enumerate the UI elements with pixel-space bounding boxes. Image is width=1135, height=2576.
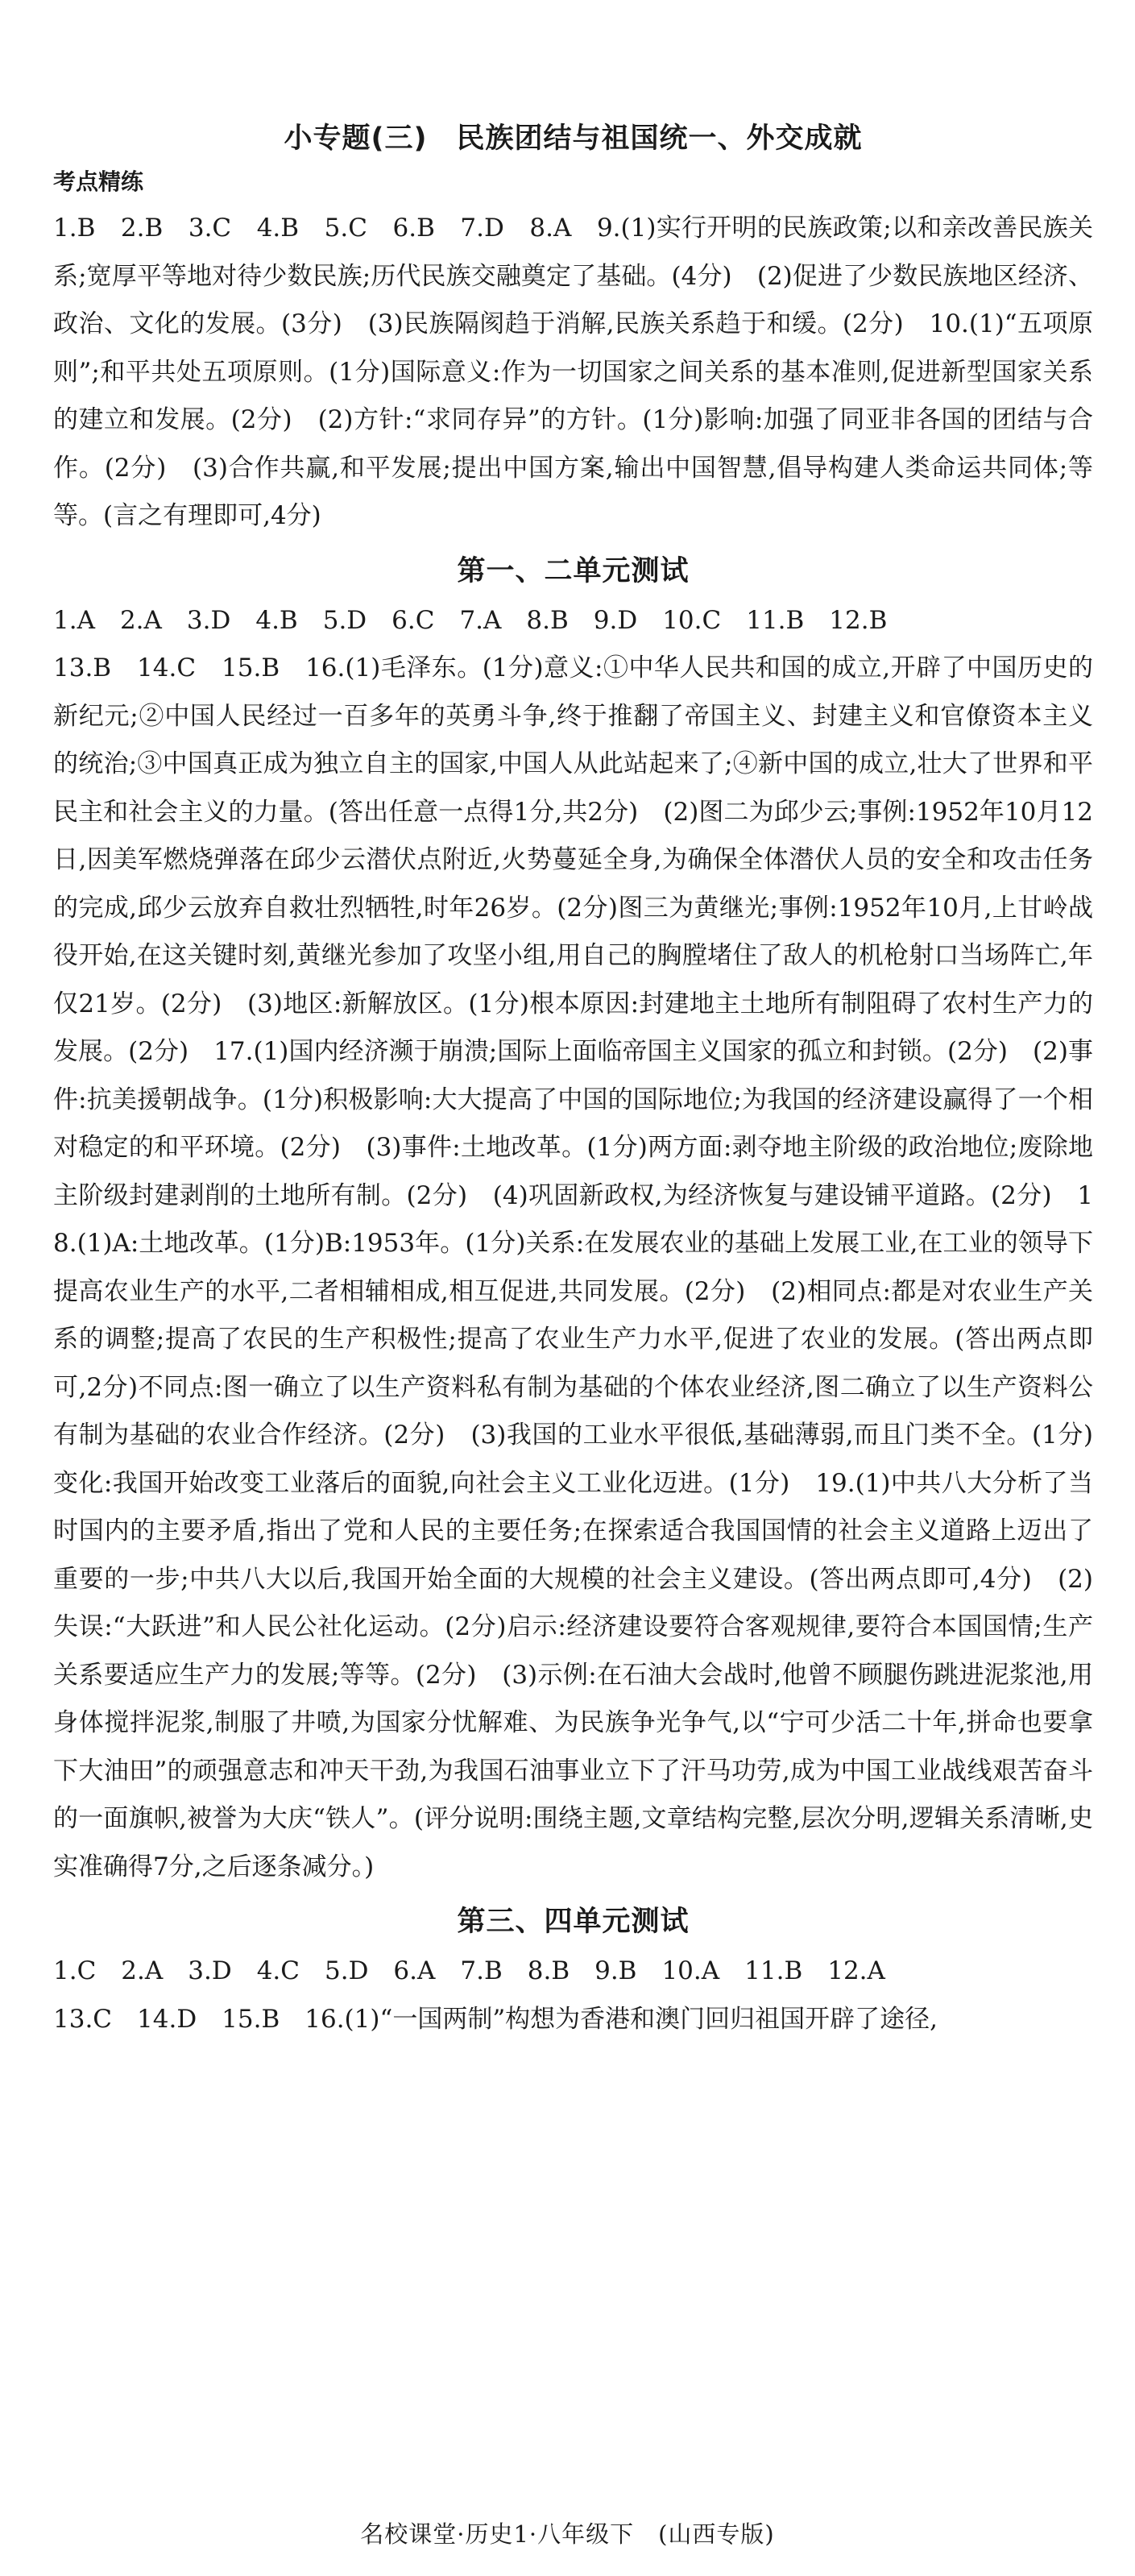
unit-3-4-answers: 13.C 14.D 15.B 16.(1)“一国两制”构想为香港和澳门回归祖国开辟了途径, [53, 2004, 938, 2034]
section-title-unit-3-4: 第三、四单元测试 [457, 1906, 690, 1938]
unit-3-4-choice-answers: 1.C 2.A 3.D 4.C 5.D 6.A 7.B 8.B 9.B 10.A 11.B 12.A [53, 1956, 885, 1985]
page-footer: 名校课堂·历史1·八年级下 (山西专版) [360, 2520, 775, 2548]
unit-1-2-answers: 13.B 14.C 15.B 16.(1)毛泽东。(1分)意义:①中华人民共和国的成立,开辟了中国历史的新纪元;②中国人民经过一百多年的英勇斗争,终于推翻了帝国主义、封建主义和官僚资本主义的统治;③中国真正成为独立自主的国家,中国人从此站起来了;④新中国的成立,壮大了世界和平民主和社会主义的力量。(答出任意一点得1分,共2分) (2)图二为邱少云;事例:1952年10月12日,因美军燃烧弹落在邱少云潜伏点附近,火势蔓延全身,为确保全体潜伏人员的安全和攻击任务的完成,邱少云放弃自救壮烈牺牲,时年26岁。(2分)图三为黄继光;事例:1952年10月,上甘岭战役开始,在这关键时刻,黄继光参加了攻坚小组,用自己的胸膛堵住了敌人的机枪射口当场阵亡,年仅21岁。(2分) (3)地区:新解放区。(1分)根本原因:封建地主土地所有制阻碍了农村生产力的发展。(2分) 17.(1)国内经济濒于崩溃;国际上面临帝国主义国家的孤立和封锁。(2分) (2)事件:抗美援朝战争。(1分)积极影响:大大提高了中国的国际地位;为我国的经济建设赢得了一个相对稳定的和平环境。(2分) (3)事件:土地改革。(1分)两方面:剥夺地主阶级的政治地位;废除地主阶级封建剥削的土地所有制。(2分) (4)巩固新政权,为经济恢复与建设铺平道路。(2分) 18.(1)A:土地改革。(1分)B:1953年。(1分)关系:在发展农业的基础上发展工业,在工业的领导下提高农业生产的水平,二者相辅相成,相互促进,共同发展。(2分) (2)相同点:都是对农业生产关系的调整;提高了农民的生产积极性;提高了农业生产力水平,促进了农业的发展。(答出两点即可,2分)不同点:图一确立了以生产资料私有制为基础的个体农业经济,图二确立了以生产资料公有制为基础的农业合作经济。(2分) (3)我国的工业水平很低,基础薄弱,而且门类不全。(1分)变化:我国开始改变工业落后的面貌,向社会主义工业化迈进。(1分) 19.(1)中共八大分析了当时国内的主要矛盾,指出了党和人民的主要任务;在探索适合我国国情的社会主义道路上迈出了重要的一步;中共八大以后,我国开始全面的大规模的社会主义建设。(答出两点即可,4分) (2)失误:“大跃进”和人民公社化运动。(2分)启示:经济建设要符合客观规律,要符合本国国情;生产关系要适应生产力的发展;等等。(2分) (3)示例:在石油大会战时,他曾不顾腿伤跳进泥浆池,用身体搅拌泥浆,制服了井喷,为国家分忧解难、为民族争光争气,以“宁可少活二十年,拼命也要拿下大油田”的顽强意志和冲天干劲,为我国石油事业立下了汗马功劳,成为中国工业战线艰苦奋斗的一面旗帜,被誉为大庆“铁人”。(评分说明:围绕主题,文章结构完整,层次分明,逻辑关系清晰,史实准确得7分,之后逐条减分。) [53, 653, 1093, 1881]
section-title-special-topic: 小专题(三) 民族团结与祖国统一、外交成就 [284, 122, 863, 155]
special-topic-answers: 1.B 2.B 3.C 4.B 5.C 6.B 7.D 8.A 9.(1)实行开明的民族政策;以和亲改善民族关系;宽厚平等地对待少数民族;历代民族交融奠定了基础。(4分) (2)促进了少数民族地区经济、政治、文化的发展。(3分) (3)民族隔阂趋于消解,民族关系趋于和缓。(2分) 10.(1)“五项原则”;和平共处五项原则。(1分)国际意义:作为一切国家之间关系的基本准则,促进新型国家关系的建立和发展。(2分) (2)方针:“求同存异”的方针。(1分)影响:加强了同亚非各国的团结与合作。(2分) (3)合作共赢,和平发展;提出中国方案,输出中国智慧,倡导构建人类命运共同体;等等。(言之有理即可,4分) [53, 214, 1093, 530]
subhead-exercises: 考点精练 [53, 168, 144, 195]
section-title-unit-1-2: 第一、二单元测试 [457, 554, 690, 587]
unit-1-2-choice-answers: 1.A 2.A 3.D 4.B 5.D 6.C 7.A 8.B 9.D 10.C 11.B 12.B [53, 605, 888, 635]
